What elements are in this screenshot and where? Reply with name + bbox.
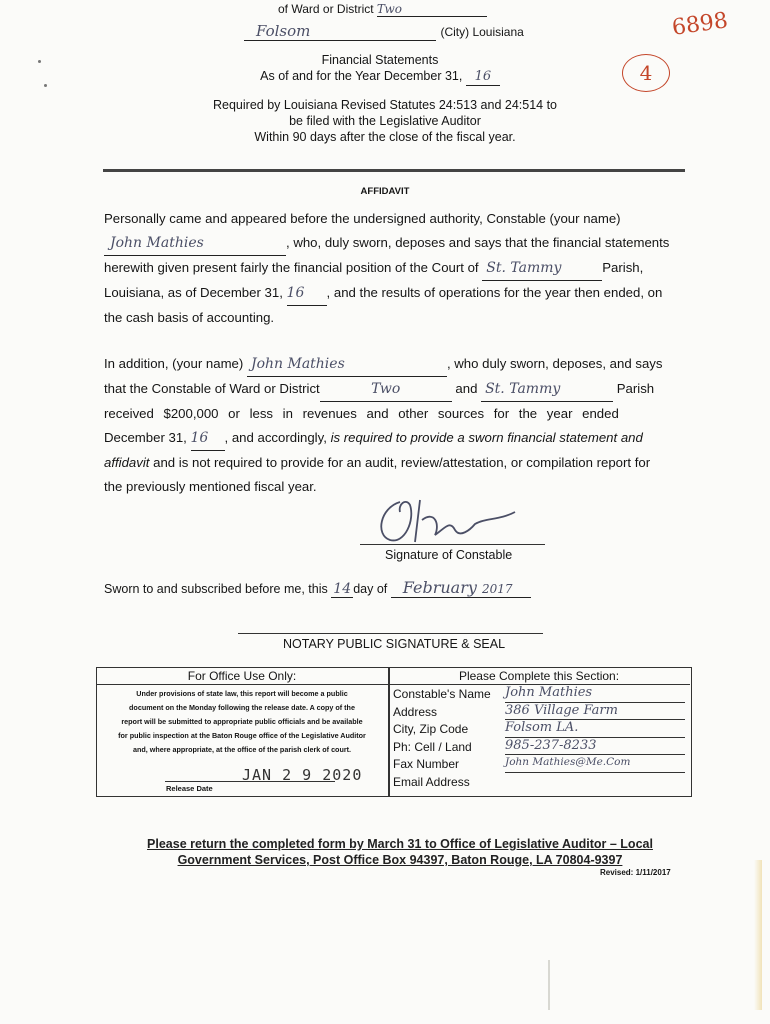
city-label: (City) Louisiana xyxy=(440,25,524,39)
received-stamp: JAN 2 9 2020 xyxy=(242,766,363,784)
fold-mark xyxy=(548,960,550,1010)
revised-date: Revised: 1/11/2017 xyxy=(600,868,671,877)
speck xyxy=(44,84,47,87)
divider xyxy=(103,169,685,172)
court-handwriting: St. Tammy xyxy=(482,256,602,281)
complete-heading: Please Complete this Section: xyxy=(458,669,620,683)
req-line-1: Required by Louisiana Revised Statutes 24:513 and 24:514 to xyxy=(213,98,557,112)
row-email: Email Address xyxy=(393,774,470,789)
signature-line xyxy=(360,544,545,545)
name1-handwriting: John Mathies xyxy=(104,231,286,256)
constable-signature-image xyxy=(360,490,530,550)
office-heading-line xyxy=(96,684,388,685)
edge-stain xyxy=(754,860,762,1010)
year-handwriting: 16 xyxy=(466,69,500,86)
page-number-handwriting: 6898 xyxy=(670,8,730,41)
release-label: Release Date xyxy=(166,784,213,793)
parish-handwriting: St. Tammy xyxy=(481,377,613,402)
notary-line xyxy=(238,633,543,634)
office-notice: Under provisions of state law, this report will become a public document on the Monday following the release date. A copy of the report will be submitted to appropriate public officials and be available for public inspection at the Baton Rouge office of the Legislative Auditor and, where appropriate, at the office of the parish clerk of court. xyxy=(118,689,366,754)
city-line xyxy=(244,22,544,41)
sworn-line: Sworn to and subscribed before me, this 14 day of February 2017 xyxy=(104,578,531,598)
req-line-2: be filed with the Legislative Auditor xyxy=(289,114,481,128)
complete-rows xyxy=(393,686,688,791)
year2-handwriting: 16 xyxy=(191,426,225,451)
year1-handwriting: 16 xyxy=(287,281,327,306)
circled-number: 4 xyxy=(622,54,670,92)
release-line xyxy=(165,781,335,782)
title-1: Financial Statements xyxy=(321,53,439,67)
row-constable-name: Constable's Name John Mathies xyxy=(393,686,688,704)
requirement-block xyxy=(160,97,610,145)
req-line-3: Within 90 days after the close of the fiscal year. xyxy=(254,130,516,144)
row-phone: Ph: Cell / Land 985-237-8233 xyxy=(393,739,688,757)
affidavit-paragraph-1: Personally came and appeared before the undersigned authority, Constable (your name) John Mathies , who, duly sworn, deposes and says that the financial statements herewith given present fairly the financial position of the Court of St. Tammy Parish, Louisiana, as of December 31, 16 , and the results of operations for the year then ended, on the cash basis of accounting. xyxy=(104,211,670,325)
affidavit-heading: AFFIDAVIT xyxy=(360,186,410,197)
title-2: As of and for the Year December 31, 16 xyxy=(180,68,580,86)
office-heading: For Office Use Only: xyxy=(187,669,297,683)
sworn-day-handwriting: 14 xyxy=(331,581,353,598)
speck xyxy=(38,60,41,63)
row-address: Address 386 Village Farm xyxy=(393,704,688,722)
row-fax: Fax Number John Mathies@Me.Com xyxy=(393,756,688,774)
sworn-month-handwriting: February 2017 xyxy=(391,578,531,598)
top-ward-handwriting: Two xyxy=(377,2,487,17)
signature-label: Signature of Constable xyxy=(385,548,513,562)
header-top-line: of Ward or District Two xyxy=(278,2,487,17)
ward-handwriting: Two xyxy=(320,377,452,402)
return-instructions: Please return the completed form by March 31 to Office of Legislative Auditor – Local Government Services, Post Office Box 94397, Baton Rouge, LA 70804-9397 xyxy=(147,837,653,867)
title-block xyxy=(180,52,580,86)
name2-handwriting: John Mathies xyxy=(247,352,447,377)
affidavit-paragraph-2: In addition, (your name) John Mathies , who duly sworn, deposes, and says that the Constable of Ward or District Two and St. Tammy Parish received $200,000 or less in revenues and other sources for the year ended December 31, 16 , and accordingly, is required to provide a sworn financial statement and affidavit and is not required to provide for an audit, review/attestation, or compilation report for the previously mentioned fiscal year. xyxy=(104,352,689,499)
row-city-zip: City, Zip Code Folsom LA. xyxy=(393,721,688,739)
city-handwriting: Folsom xyxy=(244,22,436,41)
notary-label: NOTARY PUBLIC SIGNATURE & SEAL xyxy=(283,637,506,651)
